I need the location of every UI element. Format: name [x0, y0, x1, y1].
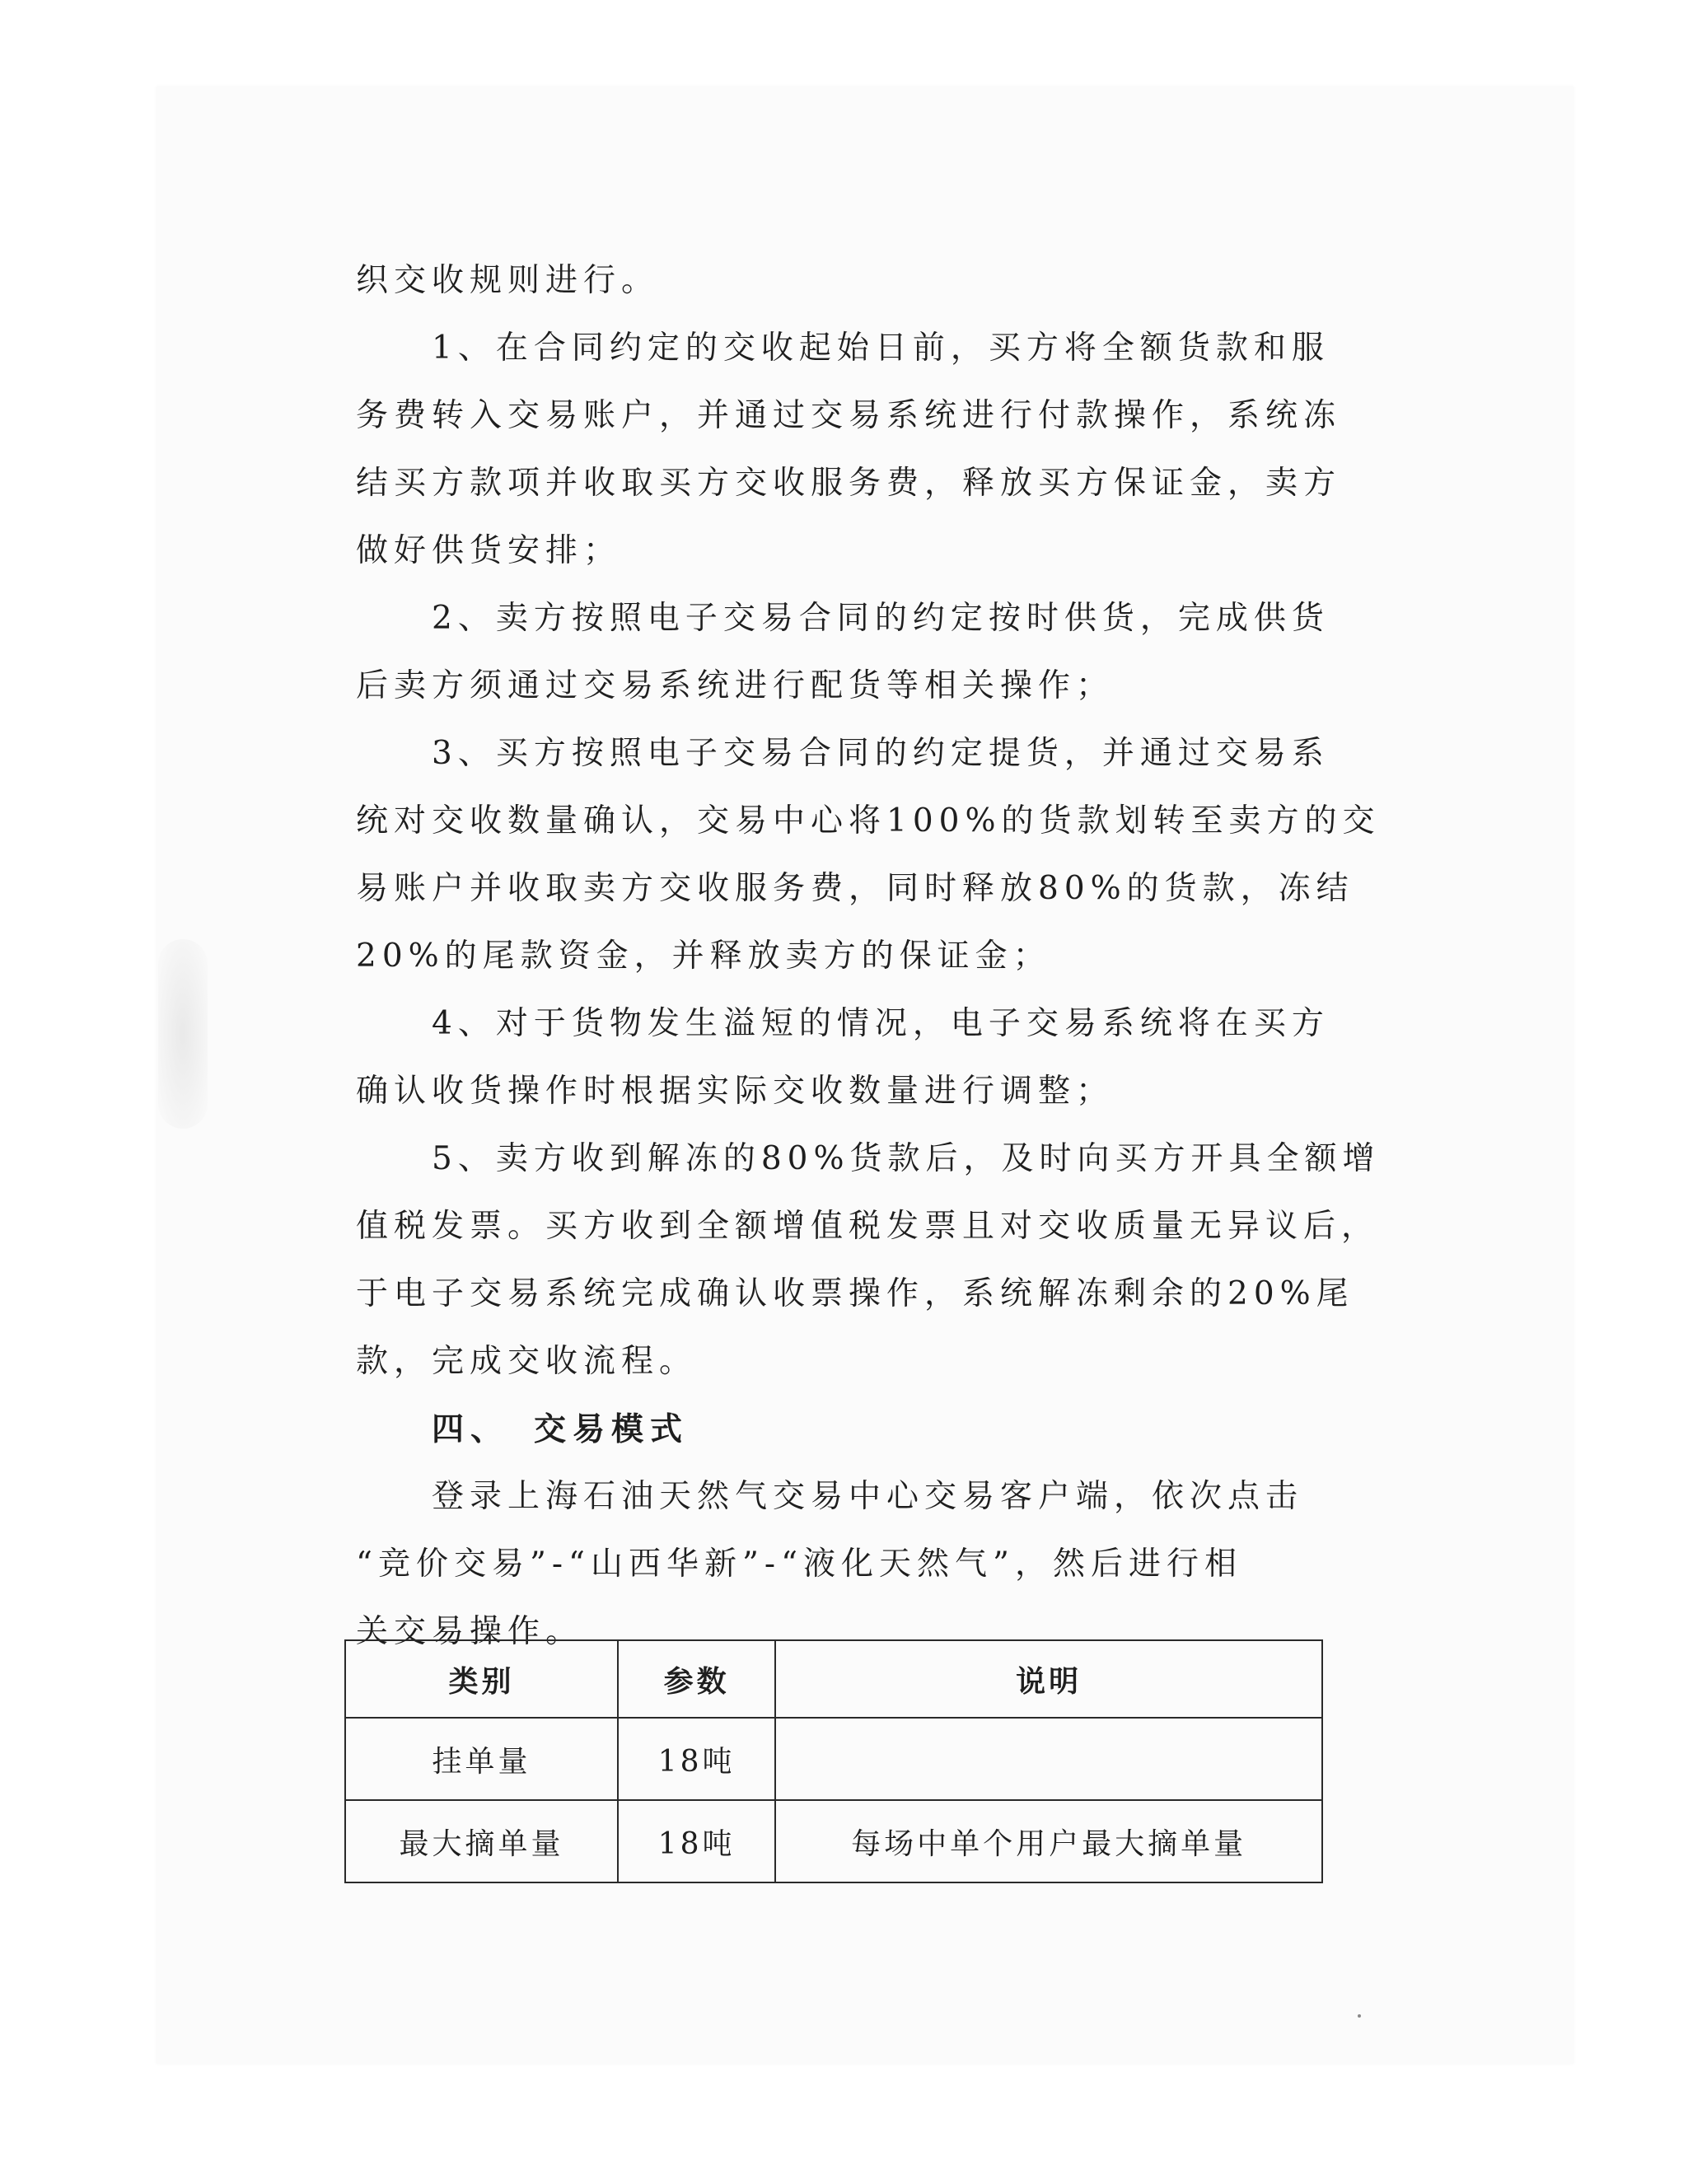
text-line: 20%的尾款资金，并释放卖方的保证金；	[356, 938, 1051, 975]
header-category: 类别	[345, 1640, 618, 1718]
scan-speck	[1358, 2014, 1361, 2018]
text-line: 2、卖方按照电子交易合同的约定按时供货，完成供货	[432, 600, 1330, 637]
cell-category: 挂单量	[345, 1718, 618, 1800]
section-number: 四、	[432, 1410, 510, 1448]
text-line: 做好供货安排；	[356, 532, 622, 569]
table-row	[345, 1800, 1322, 1882]
cell-parameter: 18吨	[618, 1800, 775, 1882]
text-line: “竞价交易”-“山西华新”-“液化天然气”，然后进行相	[356, 1546, 1242, 1583]
text-line: 登录上海石油天然气交易中心交易客户端，依次点击	[432, 1478, 1304, 1515]
faint-seal-bleed	[158, 939, 208, 1129]
cell-description	[775, 1718, 1322, 1800]
parameter-table	[344, 1639, 1323, 1883]
header-parameter: 参数	[618, 1640, 775, 1718]
section-heading	[356, 1396, 1328, 1463]
text-line: 于电子交易系统完成确认收票操作，系统解冻剩余的20%尾	[356, 1275, 1354, 1312]
text-line: 3、买方按照电子交易合同的约定提货，并通过交易系	[432, 735, 1330, 772]
document-body	[356, 247, 1381, 1666]
text-line: 织交收规则进行。	[356, 262, 660, 299]
text-line: 易账户并收取卖方交收服务费，同时释放80%的货款，冻结	[356, 870, 1354, 907]
text-line: 值税发票。买方收到全额增值税发票且对交收质量无异议后，	[356, 1208, 1380, 1245]
text-line: 关交易操作。	[356, 1613, 584, 1650]
text-line: 4、对于货物发生溢短的情况，电子交易系统将在买方	[432, 1005, 1330, 1042]
text-line: 确认收货操作时根据实际交收数量进行调整；	[356, 1073, 1115, 1110]
text-line: 统对交收数量确认，交易中心将100%的货款划转至卖方的交	[356, 802, 1381, 839]
section-title: 交易模式	[534, 1410, 690, 1448]
cell-description: 每场中单个用户最大摘单量	[775, 1800, 1322, 1882]
text-line: 1、在合同约定的交收起始日前，买方将全额货款和服	[432, 330, 1330, 367]
text-line: 款，完成交收流程。	[356, 1343, 698, 1380]
text-line: 5、卖方收到解冻的80%货款后，及时向买方开具全额增	[432, 1140, 1381, 1177]
table-header-row	[345, 1640, 1322, 1718]
text-line: 务费转入交易账户，并通过交易系统进行付款操作，系统冻	[356, 397, 1342, 434]
header-description: 说明	[775, 1640, 1322, 1718]
cell-category: 最大摘单量	[345, 1800, 618, 1882]
text-line: 结买方款项并收取买方交收服务费，释放买方保证金，卖方	[356, 465, 1342, 502]
text-line: 后卖方须通过交易系统进行配货等相关操作；	[356, 667, 1115, 704]
cell-parameter: 18吨	[618, 1718, 775, 1800]
table-row	[345, 1718, 1322, 1800]
